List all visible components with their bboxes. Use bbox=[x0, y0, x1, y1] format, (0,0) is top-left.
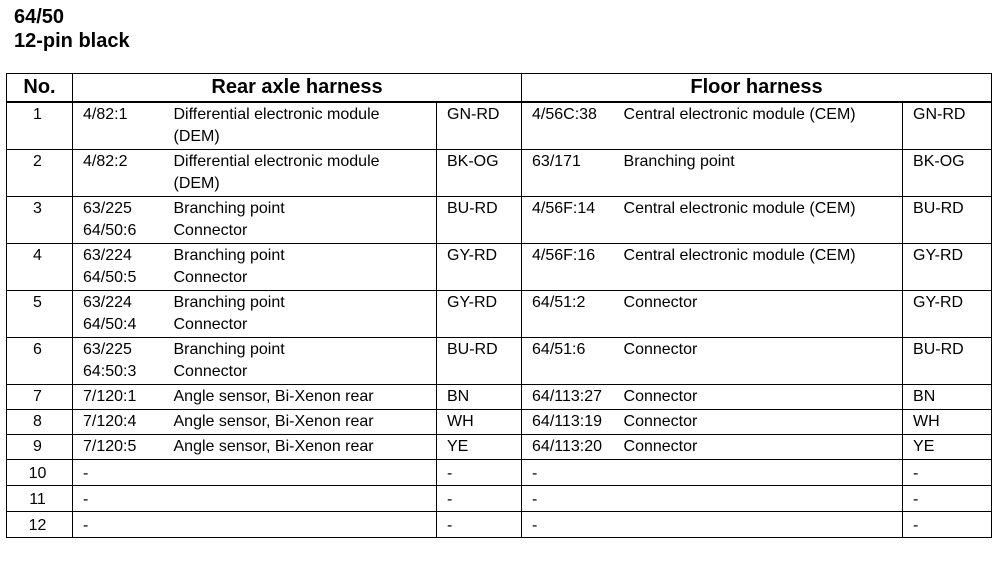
rear-description bbox=[174, 486, 437, 512]
pin-number: 3 bbox=[7, 197, 73, 244]
rear-code bbox=[73, 460, 174, 486]
rear-description-line: Connector bbox=[173, 269, 248, 286]
table-row bbox=[7, 197, 992, 244]
rear-wire-color: GY-RD bbox=[437, 291, 522, 338]
table-header-row bbox=[7, 74, 992, 103]
table-body bbox=[7, 102, 992, 538]
rear-code bbox=[73, 102, 174, 150]
rear-code-line: 4/82:1 bbox=[83, 106, 128, 123]
floor-code-line: 63/171 bbox=[532, 153, 581, 170]
floor-code bbox=[522, 410, 624, 435]
rear-description-line: Connector bbox=[173, 222, 248, 239]
table-row bbox=[7, 512, 992, 538]
floor-code-line: 4/56F:16 bbox=[532, 247, 596, 264]
rear-description-line: Connector bbox=[173, 363, 248, 380]
floor-description-line: Connector bbox=[623, 438, 698, 455]
rear-wire-color: BK-OG bbox=[437, 150, 522, 197]
floor-description bbox=[624, 486, 903, 512]
table-row bbox=[7, 291, 992, 338]
rear-code-line: 63/224 bbox=[83, 294, 132, 311]
floor-description bbox=[624, 410, 903, 435]
rear-wire-color: BU-RD bbox=[437, 197, 522, 244]
rear-code-line: - bbox=[83, 465, 89, 482]
rear-code-line: 63/225 bbox=[83, 341, 132, 358]
rear-description-line: Angle sensor, Bi-Xenon rear bbox=[173, 438, 374, 455]
rear-code bbox=[73, 338, 174, 385]
pin-table bbox=[6, 73, 992, 538]
floor-description bbox=[624, 102, 903, 150]
floor-code bbox=[522, 102, 624, 150]
pin-number: 1 bbox=[7, 102, 73, 150]
floor-description bbox=[624, 244, 903, 291]
rear-code-line: 64:50:3 bbox=[83, 363, 137, 380]
rear-code-line: 64/50:5 bbox=[83, 269, 137, 286]
rear-code bbox=[73, 244, 174, 291]
table-row bbox=[7, 338, 992, 385]
floor-description-line: Connector bbox=[623, 294, 698, 311]
rear-code-line: 63/225 bbox=[83, 200, 132, 217]
floor-description bbox=[624, 291, 903, 338]
floor-wire-color: GN-RD bbox=[903, 102, 992, 150]
floor-code-line: - bbox=[532, 465, 538, 482]
rear-description bbox=[174, 291, 437, 338]
floor-code-line: 64/113:19 bbox=[532, 413, 603, 430]
floor-description bbox=[624, 338, 903, 385]
floor-description bbox=[624, 512, 903, 538]
rear-code bbox=[73, 150, 174, 197]
rear-wire-color: WH bbox=[437, 410, 522, 435]
rear-code-line: - bbox=[83, 491, 89, 508]
floor-code-line: - bbox=[532, 491, 538, 508]
rear-description-line: Branching point bbox=[173, 294, 285, 311]
floor-wire-color: BU-RD bbox=[903, 338, 992, 385]
floor-wire-color: BU-RD bbox=[903, 197, 992, 244]
floor-code-line: 64/51:6 bbox=[532, 341, 586, 358]
rear-code-line: 7/120:5 bbox=[83, 438, 137, 455]
rear-description bbox=[174, 385, 437, 410]
floor-wire-color: - bbox=[903, 460, 992, 486]
floor-description-line: Connector bbox=[623, 413, 698, 430]
floor-description-line: Central electronic module (CEM) bbox=[623, 106, 856, 123]
floor-wire-color: - bbox=[903, 486, 992, 512]
rear-description-line: Connector bbox=[173, 316, 248, 333]
rear-description-line: Branching point bbox=[173, 200, 285, 217]
rear-code bbox=[73, 385, 174, 410]
rear-code bbox=[73, 512, 174, 538]
rear-description-line: Angle sensor, Bi-Xenon rear bbox=[173, 388, 374, 405]
rear-wire-color: YE bbox=[437, 435, 522, 460]
floor-description bbox=[624, 460, 903, 486]
rear-description bbox=[174, 150, 437, 197]
rear-description-line: Angle sensor, Bi-Xenon rear bbox=[173, 413, 374, 430]
pin-number: 10 bbox=[7, 460, 73, 486]
floor-wire-color: YE bbox=[903, 435, 992, 460]
connector-description: 12-pin black bbox=[14, 30, 130, 52]
floor-code bbox=[522, 197, 624, 244]
table-row bbox=[7, 410, 992, 435]
header-no: No. bbox=[7, 74, 73, 103]
rear-wire-color: GN-RD bbox=[437, 102, 522, 150]
rear-description-line: (DEM) bbox=[173, 128, 220, 145]
table-row bbox=[7, 102, 992, 150]
table-row bbox=[7, 435, 992, 460]
pin-number: 8 bbox=[7, 410, 73, 435]
floor-description-line: Central electronic module (CEM) bbox=[623, 247, 856, 264]
rear-description bbox=[174, 338, 437, 385]
floor-code bbox=[522, 512, 624, 538]
pin-number: 4 bbox=[7, 244, 73, 291]
floor-description bbox=[624, 435, 903, 460]
table-row bbox=[7, 486, 992, 512]
rear-wire-color: BU-RD bbox=[437, 338, 522, 385]
rear-code bbox=[73, 435, 174, 460]
floor-description bbox=[624, 197, 903, 244]
floor-description bbox=[624, 385, 903, 410]
floor-description-line: Branching point bbox=[623, 153, 735, 170]
table-row bbox=[7, 150, 992, 197]
floor-description-line: Connector bbox=[623, 388, 698, 405]
floor-code bbox=[522, 435, 624, 460]
floor-code bbox=[522, 460, 624, 486]
floor-code bbox=[522, 244, 624, 291]
pin-number: 7 bbox=[7, 385, 73, 410]
rear-wire-color: BN bbox=[437, 385, 522, 410]
rear-code-line: 64/50:6 bbox=[83, 222, 137, 239]
rear-code-line: 7/120:1 bbox=[83, 388, 137, 405]
floor-code-line: 64/51:2 bbox=[532, 294, 586, 311]
floor-code-line: 4/56C:38 bbox=[532, 106, 597, 123]
pin-number: 12 bbox=[7, 512, 73, 538]
rear-description-line: Differential electronic module bbox=[173, 106, 380, 123]
pin-number: 6 bbox=[7, 338, 73, 385]
rear-wire-color: - bbox=[437, 460, 522, 486]
floor-code bbox=[522, 291, 624, 338]
floor-wire-color: WH bbox=[903, 410, 992, 435]
rear-description bbox=[174, 512, 437, 538]
floor-wire-color: BK-OG bbox=[903, 150, 992, 197]
header-floor-harness: Floor harness bbox=[522, 74, 992, 103]
rear-description-line: Branching point bbox=[173, 247, 285, 264]
floor-code bbox=[522, 150, 624, 197]
table-row bbox=[7, 385, 992, 410]
rear-code bbox=[73, 291, 174, 338]
pin-number: 11 bbox=[7, 486, 73, 512]
floor-code-line: 64/113:20 bbox=[532, 438, 603, 455]
rear-description bbox=[174, 460, 437, 486]
pin-number: 2 bbox=[7, 150, 73, 197]
rear-description-line: Branching point bbox=[173, 341, 285, 358]
table-row bbox=[7, 244, 992, 291]
header-rear-axle-harness: Rear axle harness bbox=[73, 74, 522, 103]
rear-code bbox=[73, 486, 174, 512]
floor-description-line: Connector bbox=[623, 341, 698, 358]
rear-description bbox=[174, 102, 437, 150]
floor-wire-color: - bbox=[903, 512, 992, 538]
floor-code-line: 64/113:27 bbox=[532, 388, 603, 405]
floor-code bbox=[522, 338, 624, 385]
rear-code-line: - bbox=[83, 517, 89, 534]
floor-code bbox=[522, 385, 624, 410]
rear-code-line: 64/50:4 bbox=[83, 316, 137, 333]
page-heading bbox=[14, 5, 130, 53]
rear-wire-color: - bbox=[437, 512, 522, 538]
rear-description bbox=[174, 197, 437, 244]
floor-wire-color: BN bbox=[903, 385, 992, 410]
floor-description bbox=[624, 150, 903, 197]
rear-code-line: 63/224 bbox=[83, 247, 132, 264]
floor-code bbox=[522, 486, 624, 512]
floor-description-line: Central electronic module (CEM) bbox=[623, 200, 856, 217]
rear-wire-color: - bbox=[437, 486, 522, 512]
pin-number: 5 bbox=[7, 291, 73, 338]
rear-description bbox=[174, 244, 437, 291]
floor-code-line: - bbox=[532, 517, 538, 534]
pin-number: 9 bbox=[7, 435, 73, 460]
rear-description-line: Differential electronic module bbox=[173, 153, 380, 170]
rear-description-line: (DEM) bbox=[173, 175, 220, 192]
rear-code bbox=[73, 197, 174, 244]
rear-code-line: 4/82:2 bbox=[83, 153, 128, 170]
table-row bbox=[7, 460, 992, 486]
rear-description bbox=[174, 435, 437, 460]
floor-wire-color: GY-RD bbox=[903, 291, 992, 338]
rear-description bbox=[174, 410, 437, 435]
floor-code-line: 4/56F:14 bbox=[532, 200, 596, 217]
rear-code-line: 7/120:4 bbox=[83, 413, 137, 430]
rear-code bbox=[73, 410, 174, 435]
floor-wire-color: GY-RD bbox=[903, 244, 992, 291]
connector-code: 64/50 bbox=[14, 6, 65, 28]
rear-wire-color: GY-RD bbox=[437, 244, 522, 291]
